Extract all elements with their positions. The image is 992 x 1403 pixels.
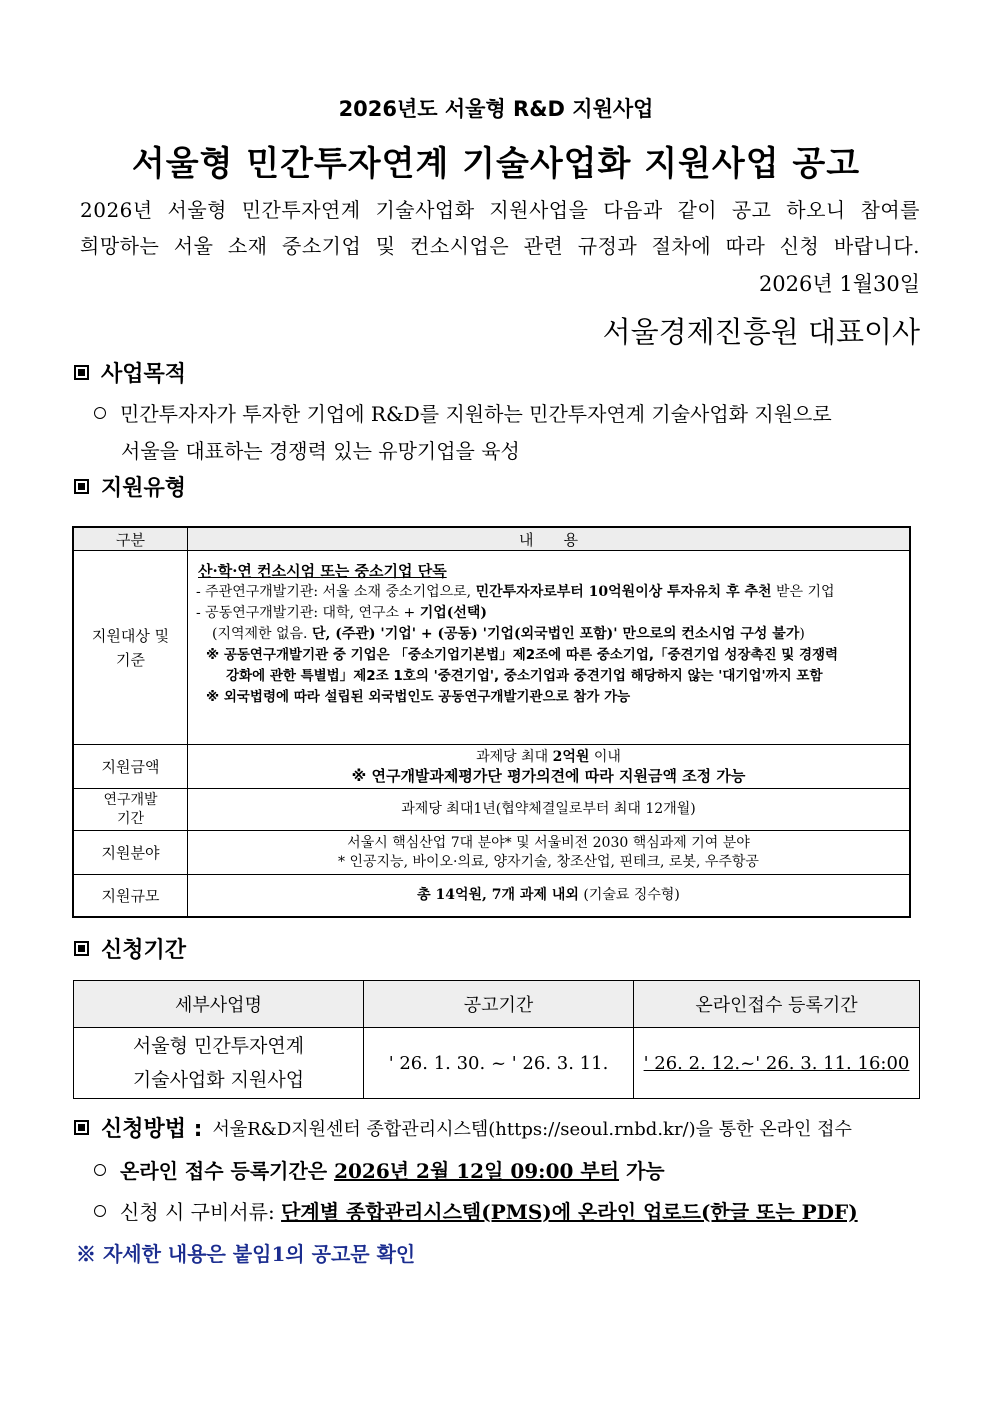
target-line-1: [196, 582, 901, 603]
table-row-period: [73, 789, 910, 831]
method-text: 서울R&D지원센터 종합관리시스템(https://seoul.rnbd.kr/)을 통한 온라인 접수: [212, 1118, 852, 1140]
target-line-3: [196, 624, 901, 645]
method-bullet-1-pre: 온라인 접수 등록기간은: [120, 1159, 335, 1183]
scale-post: (기술료 징수형): [578, 886, 680, 903]
field-line-1: 서울시 핵심산업 7대 분야* 및 서울비전 2030 핵심과제 기여 분야: [347, 834, 750, 851]
section-apply-period: [74, 933, 186, 964]
section-square-icon: [74, 941, 89, 956]
col-header-online: 온라인접수 등록기간: [634, 981, 920, 1028]
notice-period-cell: ' 26. 1. 30. ~ ' 26. 3. 11.: [364, 1028, 634, 1099]
target-line-3-pre: (지역제한 없음.: [212, 626, 312, 642]
method-bullet-2-pre: 신청 시 구비서류:: [120, 1200, 282, 1224]
row-label-scale: 지원규모: [73, 875, 188, 917]
method-bullet-1: [94, 1155, 665, 1184]
notice-subtitle: 2026년도 서울형 R&D 지원사업: [338, 97, 654, 121]
row-content-target: [188, 551, 911, 745]
section-purpose-heading: 사업목적: [101, 362, 187, 387]
field-line-2: * 인공지능, 바이오·의료, 양자기술, 창조산업, 핀테크, 로봇, 우주항공: [338, 853, 759, 870]
section-method: [74, 1112, 852, 1143]
table-row-amount: [73, 745, 910, 789]
target-note-1a: ※ 공동연구개발기관 중 기업은 「중소기업기본법」제2조에 따른 중소기업,「중견기업 성장촉진 및 경쟁력: [206, 647, 839, 663]
program-name-cell: [74, 1028, 364, 1099]
amount-pre: 과제당 최대: [476, 748, 553, 765]
target-line-3-post: ): [799, 626, 805, 642]
amount-post: 이내: [589, 748, 621, 765]
section-square-icon: [74, 479, 89, 494]
intro-line-1: 2026년 서울형 민간투자연계 기술사업화 지원사업을 다음과 같이 공고 하오니 참여를: [80, 198, 920, 222]
section-square-icon: [74, 1120, 89, 1135]
target-note-2: ※ 외국법령에 따라 설립된 외국법인도 공동연구개발기관으로 참가 가능: [206, 689, 631, 705]
method-bullet-1-underlined: 2026년 2월 12일 09:00 부터: [334, 1159, 620, 1183]
col-header-name: 세부사업명: [74, 981, 364, 1028]
page-title: 서울형 민간투자연계 기술사업화 지원사업 공고: [131, 144, 861, 184]
apply-period-table: [73, 980, 920, 1099]
circle-bullet-icon: [94, 1205, 106, 1217]
scale-bold: 총 14억원, 7개 과제 내외: [417, 886, 579, 903]
intro-line-2: 희망하는 서울 소재 중소기업 및 컨소시업은 관련 규정과 절차에 따라 신청 바랍니다.: [80, 234, 920, 258]
program-name-line-2: 기술사업화 지원사업: [132, 1069, 305, 1091]
target-line-1-pre: - 주관연구개발기관: 서울 소재 중소기업으로,: [196, 584, 476, 600]
row-content-period: 과제당 최대1년(협약체결일로부터 최대 12개월): [188, 789, 911, 831]
table-header-row: [73, 527, 910, 551]
circle-bullet-icon: [94, 407, 106, 419]
target-title-text: 산·학·연 컨소시엄 또는 중소기업 단독: [198, 562, 447, 580]
online-period-cell: [634, 1028, 920, 1099]
method-bullet-2-underlined: 단계별 종합관리시스템(PMS)에 온라인 업로드(한글 또는 PDF): [281, 1200, 858, 1224]
row-content-field: [188, 831, 911, 875]
row-content-amount: [188, 745, 911, 789]
table-row-target: [73, 551, 910, 745]
amount-bold: 2억원: [552, 748, 590, 765]
target-line-2: [196, 603, 901, 624]
section-purpose: [74, 357, 186, 388]
table-row-scale: [73, 875, 910, 917]
method-bullet-1-post: 가능: [619, 1159, 665, 1183]
row-content-scale: [188, 875, 911, 917]
purpose-line-1: 민간투자자가 투자한 기업에 R&D를 지원하는 민간투자연계 기술사업화 지원으로: [120, 402, 832, 426]
purpose-bullet: [94, 398, 832, 427]
table-row-field: [73, 831, 910, 875]
table-row: [74, 1028, 920, 1099]
target-line-1-post: 받은 기업: [771, 584, 835, 600]
target-line-1-bold: 민간투자자로부터 10억원이상 투자유치 후 추천: [475, 584, 772, 600]
method-bullet-2: [94, 1196, 858, 1225]
section-square-icon: [74, 365, 89, 380]
row-label-amount: 지원금액: [73, 745, 188, 789]
row-label-period: 연구개발 기간: [73, 789, 188, 831]
table-header-row: [74, 981, 920, 1028]
target-line-3-bold: 단, (주관) '기업' + (공동) '기업(외국법인 포함)' 만으로의 컨소시엄 구성 불가: [311, 626, 800, 642]
section-apply-period-heading: 신청기간: [101, 938, 187, 963]
target-line-2-bold: 기업(선택): [419, 605, 488, 621]
row-label-target: 지원대상 및 기준: [73, 551, 188, 745]
col-header-label: 구분: [73, 527, 188, 551]
target-title: [196, 561, 901, 582]
col-header-notice: 공고기간: [364, 981, 634, 1028]
support-type-table: [72, 526, 911, 918]
footnote: ※ 자세한 내용은 붙임1의 공고문 확인: [76, 1242, 416, 1266]
purpose-line-2: 서울을 대표하는 경쟁력 있는 유망기업을 육성: [121, 439, 520, 463]
program-name-line-1: 서울형 민간투자연계: [132, 1035, 305, 1057]
col-header-content: 내 용: [188, 527, 911, 551]
target-line-2-pre: - 공동연구개발기관: 대학, 연구소 +: [196, 605, 420, 621]
notice-date: 2026년 1월30일: [758, 272, 920, 296]
section-method-heading: 신청방법 :: [101, 1117, 203, 1142]
target-note-1b: 강화에 관한 특별법」제2조 1호의 '중견기업', 중소기업과 중견기업 해당하지 않는 '대기업'까지 포함: [226, 668, 823, 684]
circle-bullet-icon: [94, 1164, 106, 1176]
section-types-heading: 지원유형: [101, 476, 187, 501]
amount-line: [188, 748, 909, 767]
online-period-text: ' 26. 2. 12.~' 26. 3. 11. 16:00: [643, 1052, 910, 1074]
issuer-organization: 서울경제진흥원 대표이사: [602, 315, 920, 349]
amount-note: ※ 연구개발과제평가단 평가의견에 따라 지원금액 조정 가능: [351, 766, 746, 785]
row-label-field: 지원분야: [73, 831, 188, 875]
section-types: [74, 471, 186, 502]
